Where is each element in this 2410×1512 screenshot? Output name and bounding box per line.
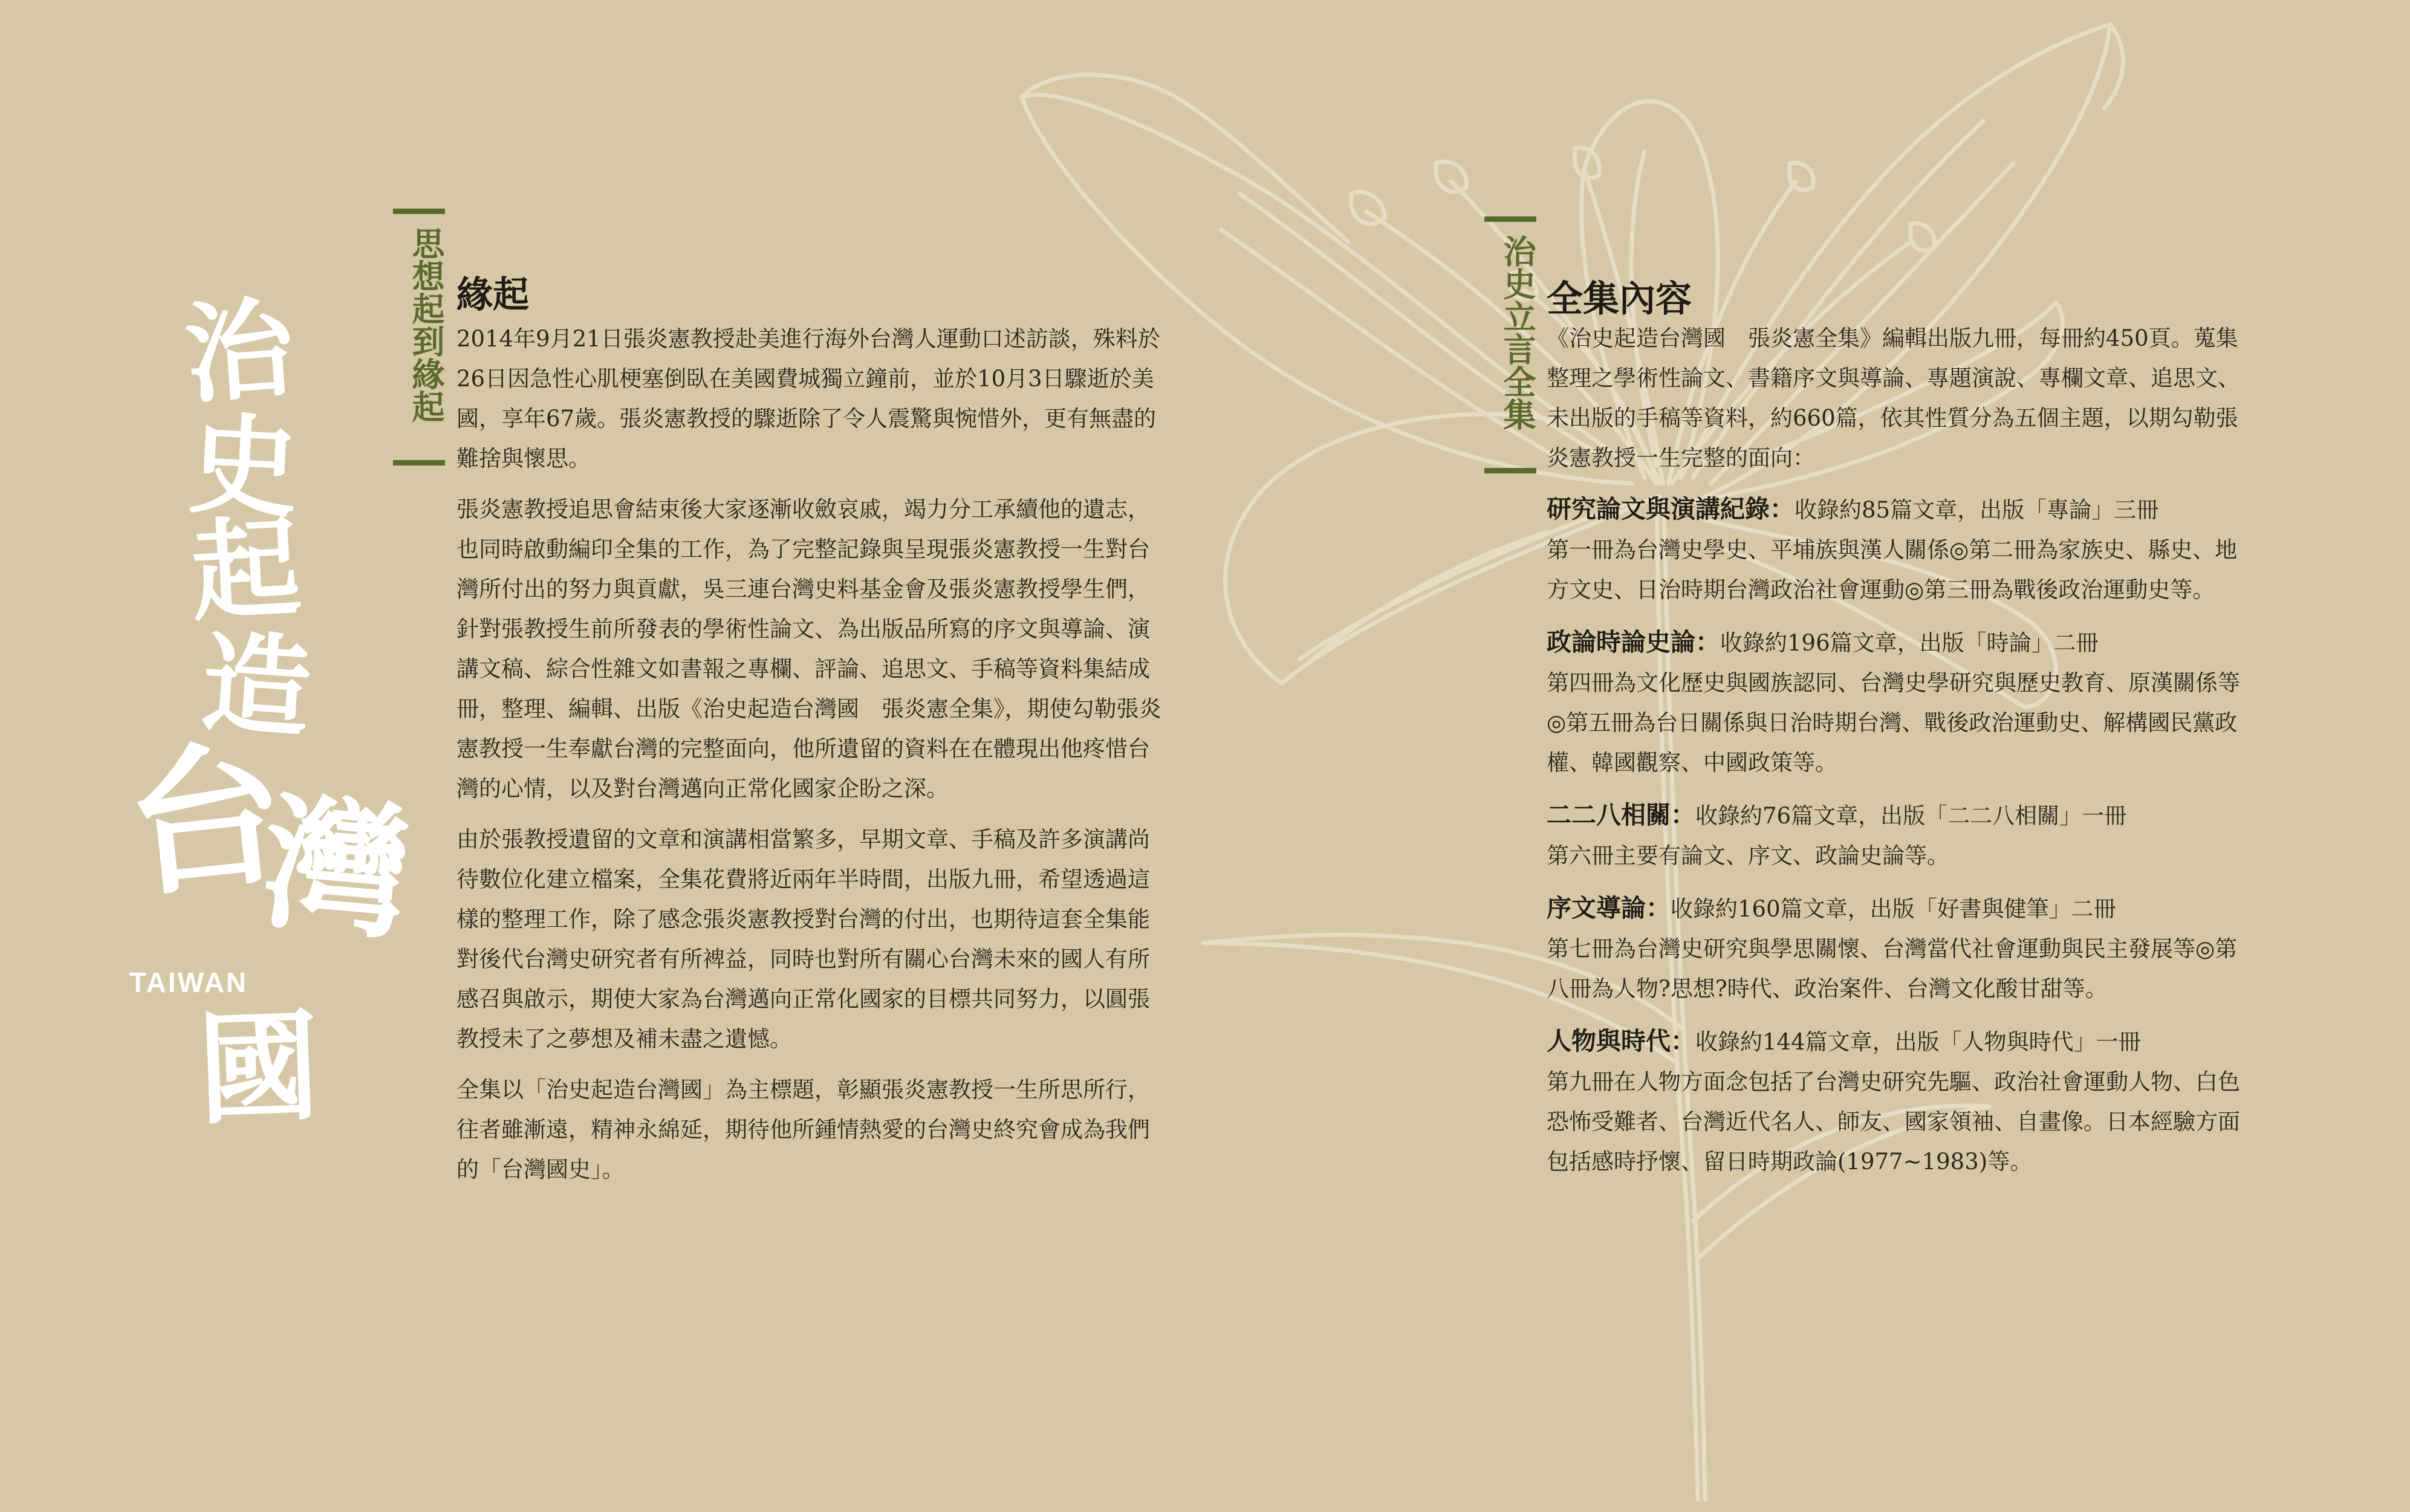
entry-detail: 第四冊為文化歷史與國族認同、台灣史學研究與歷史教育、原漢關係等◎第五冊為台日關係與日治時期台灣、戰後政治運動史、解構國民黨政權、韓國觀察、中國政策等。 [1547,670,2240,776]
svg-text:造: 造 [198,618,316,753]
logo-english-word: TAIWAN [129,967,248,998]
list-item [1547,888,2254,1009]
entry-detail: 第一冊為台灣史學史、平埔族與漢人關係◎第二冊為家族史、縣史、地方文史、日治時期台灣政治社會運動◎第三冊為戰後政治運動史等。 [1547,537,2238,603]
entry-label: 人物與時代： [1547,1027,1695,1056]
collection-intro: 《治史起造台灣國 張炎憲全集》編輯出版九冊，每冊約450頁。蒐集整理之學術性論文、書籍序文與導論、專題演說、專欄文章、追思文、未出版的手稿等資料，約660篇，依其性質分為五個主題，以期勾勒張炎憲教授一生完整的面向： [1547,325,2240,471]
svg-text:灣: 灣 [257,777,417,960]
right-body [1547,319,2254,1194]
entry-summary: 收錄約144篇文章，出版「人物與時代」一冊 [1695,1029,2141,1055]
tab-top-rule [1484,216,1536,222]
right-tab-label: 治史立言全集 [1498,235,1536,430]
left-body [456,319,1164,1201]
list-item [1547,1021,2254,1182]
left-side-tab [393,209,445,466]
entry-detail: 第九冊在人物方面念包括了台灣史研究先驅、政治社會運動人物、白色恐怖受難者、台灣近代名人、師友、國家領袖、自畫像。日本經驗方面包括感時抒懷、留日時期政論(1977~1983)等。 [1547,1069,2240,1175]
tab-bottom-rule [1484,468,1536,473]
calligraphy-logo [117,284,417,1209]
right-side-tab [1484,216,1536,473]
svg-text:台: 台 [117,720,294,920]
entry-detail: 第七冊為台灣史研究與學思關懷、台灣當代社會運動與民主發展等◎第八冊為人物?思想?時代、政治案件、台灣文化酸甘甜等。 [1547,936,2238,1002]
entry-detail: 第六冊主要有論文、序文、政論史論等。 [1547,843,1949,869]
entry-summary: 收錄約85篇文章，出版「專論」三冊 [1795,497,2159,523]
svg-text:起: 起 [188,503,304,637]
list-item [1547,795,2254,876]
left-heading: 緣起 [456,274,529,316]
entry-summary: 收錄約196篇文章，出版「時論」二冊 [1720,630,2099,656]
entry-summary: 收錄約76篇文章，出版「二二八相關」一冊 [1695,803,2127,829]
entry-label: 政論時論史論： [1547,628,1720,657]
left-tab-label: 思想起到緣起 [407,227,445,423]
entry-label: 二二八相關： [1547,800,1695,829]
svg-text:治: 治 [180,284,298,419]
tab-bottom-rule [393,460,445,466]
svg-text:國: 國 [195,995,322,1141]
title-paragraph: 全集以「治史起造台灣國」為主標題，彰顯張炎憲教授一生所思所行，往者雖漸遠，精神永綿延，期待他所鍾情熱愛的台灣史終究會成為我們的「台灣國史」。 [456,1077,1150,1183]
list-item [1547,489,2254,610]
svg-text:史: 史 [186,400,302,534]
entry-label: 研究論文與演講紀錄： [1547,495,1795,524]
memorial-paragraph: 張炎憲教授追思會結束後大家逐漸收斂哀戚，竭力分工承續他的遺志，也同時啟動編印全集的工作，為了完整記錄與呈現張炎憲教授一生對台灣所付出的努力與貢獻，吳三連台灣史料基金會及張炎憲教授學生們，針對張教授生前所發表的學術性論文、為出版品所寫的序文與導論、演講文稿、綜合性雜文如書報之專欄、評論、追思文、手稿等資料集結成冊，整理、編輯、出版《治史起造台灣國 張炎憲全集》，期使勾勒張炎憲教授一生奉獻台灣的完整面向，他所遺留的資料在在體現出他疼惜台灣的心情，以及對台灣邁向正常化國家企盼之深。 [456,496,1161,802]
entry-summary: 收錄約160篇文章，出版「好書與健筆」二冊 [1671,896,2116,922]
list-item [1547,622,2254,783]
right-heading: 全集內容 [1547,278,1692,320]
tab-top-rule [393,209,445,214]
compilation-paragraph: 由於張教授遺留的文章和演講相當繁多，早期文章、手稿及許多演講尚待數位化建立檔案，全集花費將近兩年半時間，出版九冊，希望透過這樣的整理工作，除了感念張炎憲教授對台灣的付出，也期待這套全集能對後代台灣史研究者有所裨益，同時也對所有關心台灣未來的國人有所感召與啟示，期使大家為台灣邁向正常化國家的目標共同努力，以圓張教授未了之夢想及補未盡之遺憾。 [456,826,1150,1052]
intro-paragraph: 2014年9月21日張炎憲教授赴美進行海外台灣人運動口述訪談，殊料於26日因急性心肌梗塞倒臥在美國費城獨立鐘前，並於10月3日驟逝於美國，享年67歲。張炎憲教授的驟逝除了令人震驚與惋惜外，更有無盡的難捨與懷思。 [456,326,1160,472]
entry-label: 序文導論： [1547,894,1671,923]
